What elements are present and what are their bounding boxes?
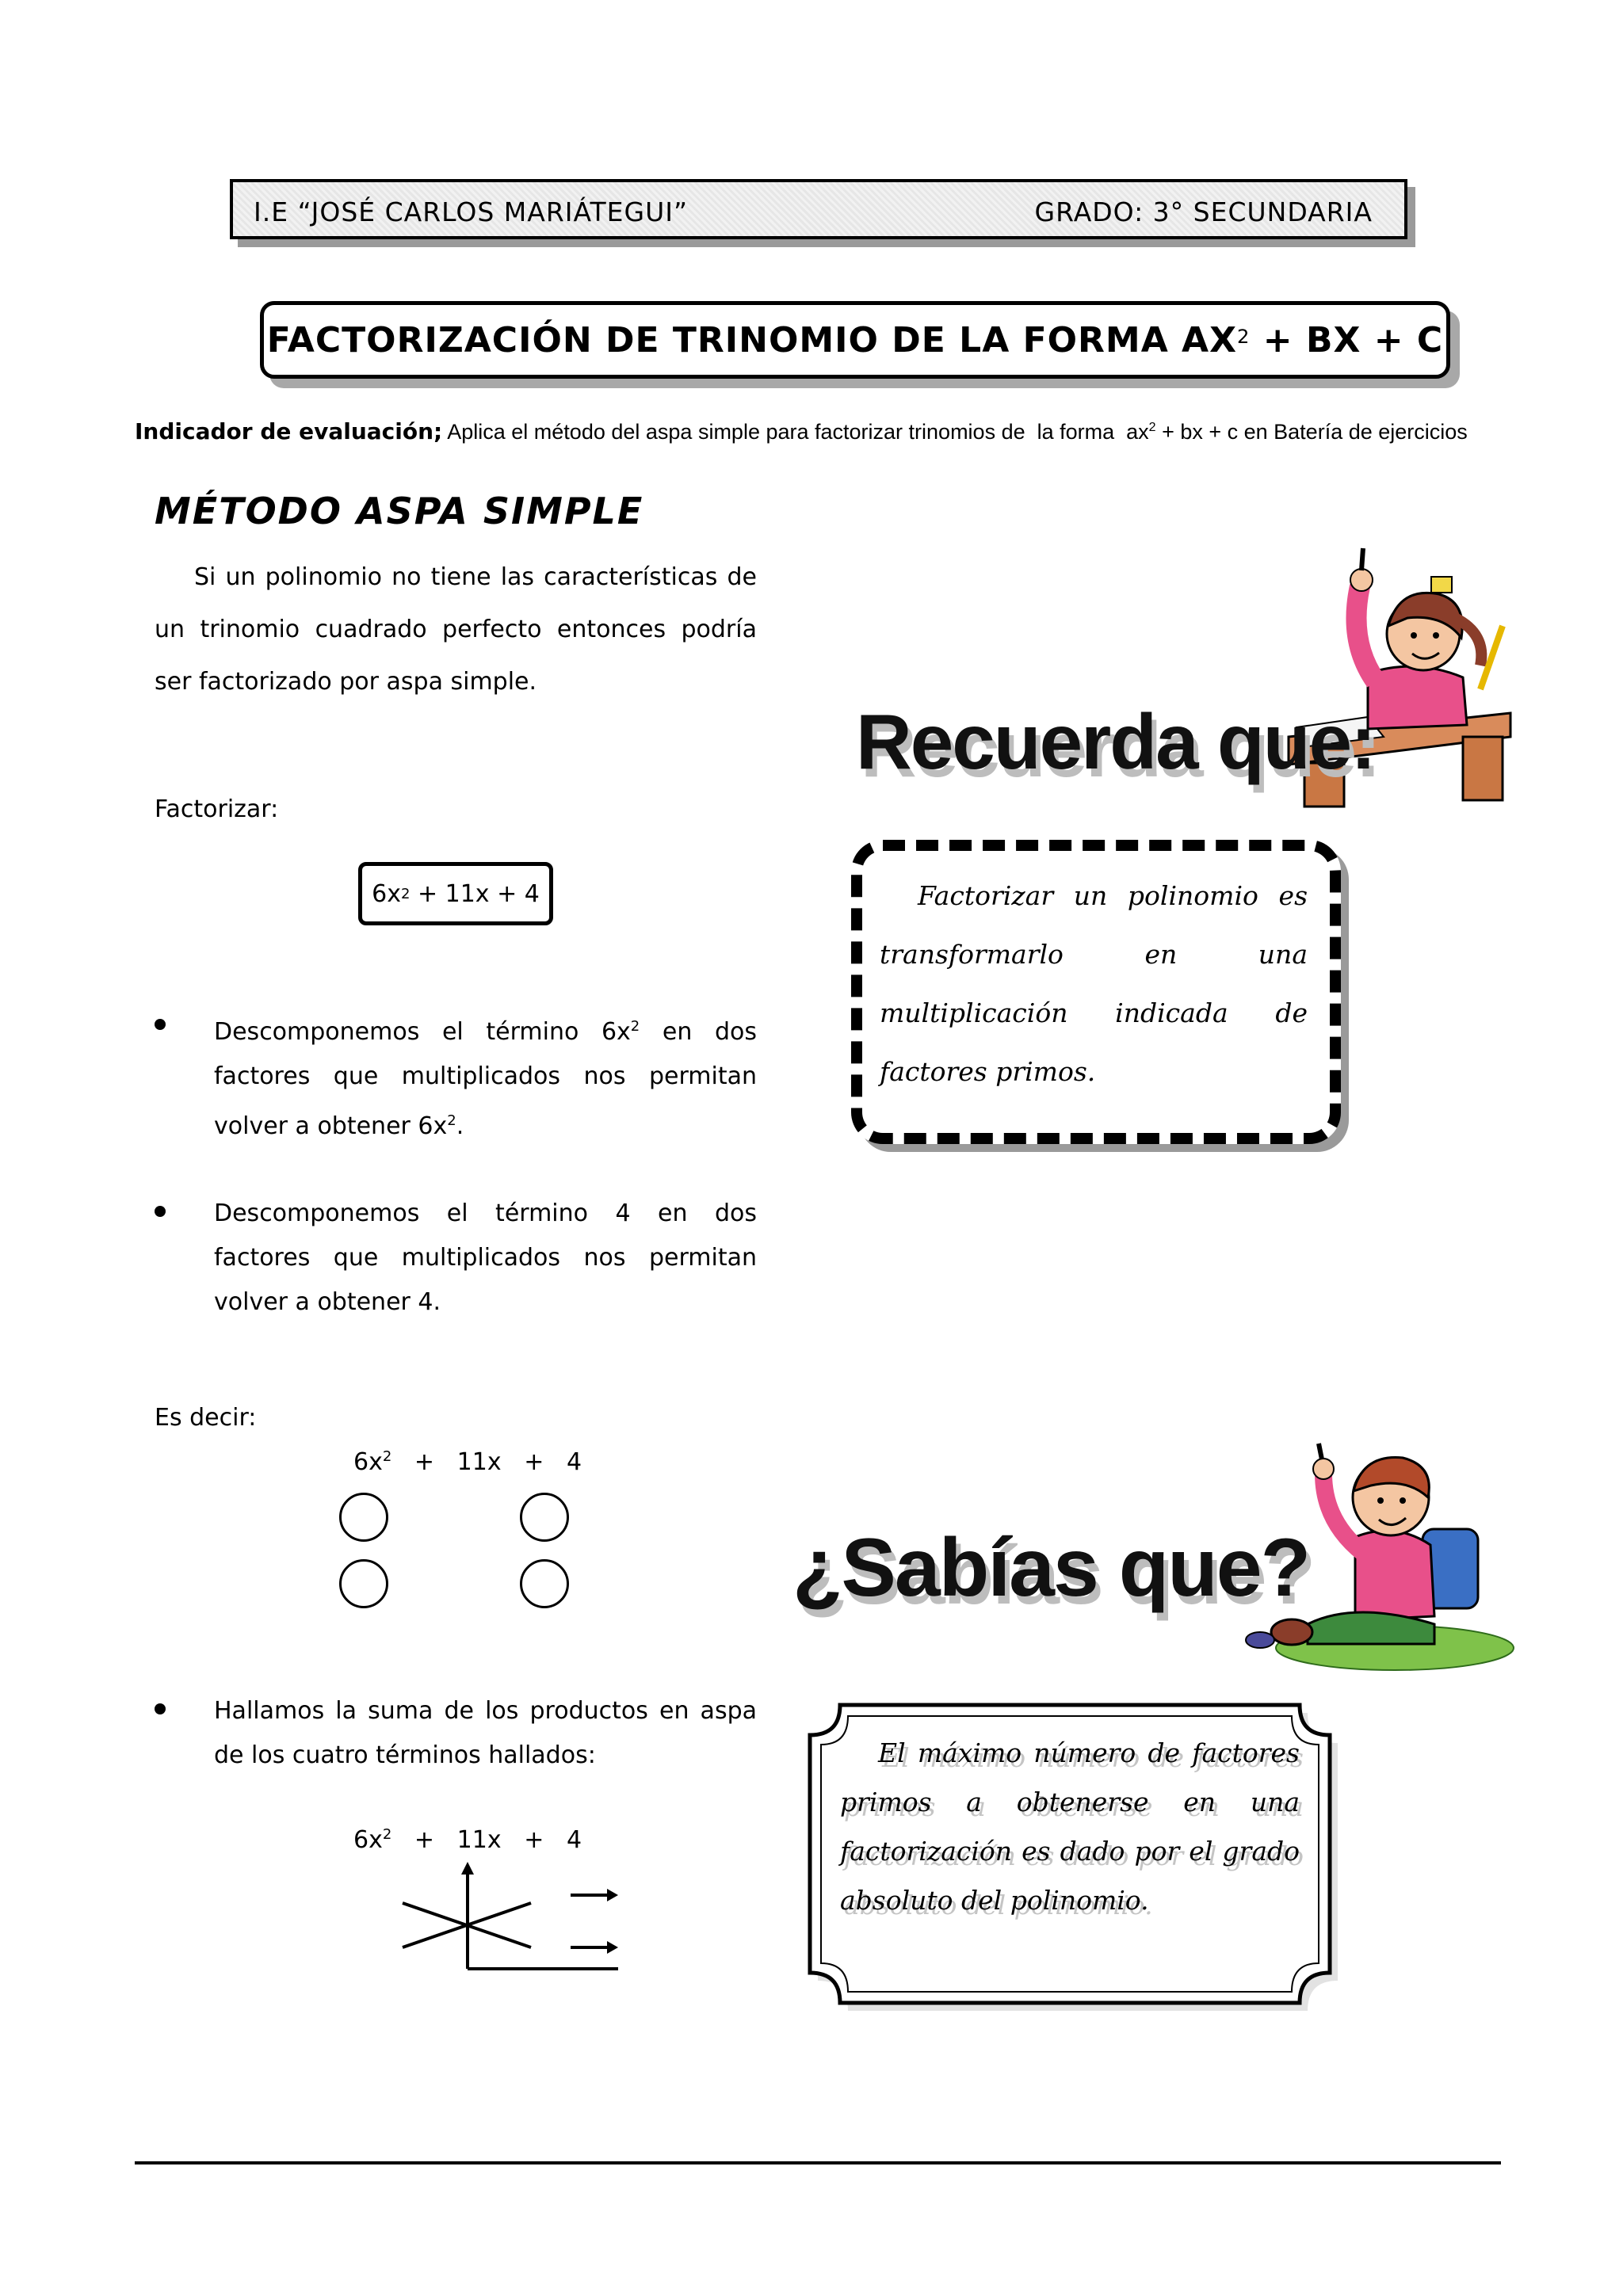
page-title	[260, 301, 1450, 379]
term-2: 11x	[456, 1826, 502, 1854]
term-exponent: 2	[382, 1826, 392, 1843]
factor-circle	[520, 1559, 569, 1608]
term-1: 6x	[353, 1826, 383, 1854]
operator: +	[414, 1826, 435, 1854]
term-2: 11x	[456, 1448, 502, 1476]
bullet-text: Descomponemos el término 6x	[214, 1018, 631, 1046]
grade-label: GRADO: 3° SECUNDARIA	[1034, 196, 1373, 227]
es-decir-label: Es decir:	[155, 1404, 257, 1432]
recuerda-title: Recuerda que:	[856, 698, 1375, 785]
bullet-exponent: 2	[630, 1018, 640, 1035]
title-prefix: FACTORIZACIÓN DE TRINOMIO DE LA FORMA AX	[266, 319, 1238, 360]
title-exponent: 2	[1237, 326, 1251, 348]
expr-rest: + 11x + 4	[410, 879, 540, 908]
bullet-text: Descomponemos el término 4 en dos factores que multiplicados nos permitan volver a obtener 4.	[214, 1199, 757, 1316]
header-bar	[230, 179, 1407, 239]
bullet-icon	[155, 1703, 166, 1714]
indicator-text-end: + bx + c en Batería de ejercicios	[1155, 420, 1468, 444]
operator: +	[414, 1448, 435, 1476]
list-item	[155, 1005, 765, 1149]
term-1: 6x	[353, 1448, 383, 1476]
bullet-exponent-2: 2	[447, 1112, 456, 1129]
sabias-text: El máximo número de factores primos a obtenerse en una factorización es dado por el grado absoluto del polinomio.	[840, 1737, 1300, 1916]
school-name: I.E “JOSÉ CARLOS MARIÁTEGUI”	[254, 196, 689, 227]
title-suffix: + BX + C	[1250, 319, 1444, 360]
factor-circle	[339, 1559, 388, 1608]
indicator-text: Aplica el método del aspa simple para factorizar trinomios de la forma ax	[442, 420, 1149, 444]
sabias-title: ¿Sabías que?	[792, 1522, 1310, 1614]
term-exponent: 2	[382, 1448, 392, 1465]
bullet-icon	[155, 1019, 166, 1030]
expr-exponent: 2	[400, 885, 411, 902]
bullet-text-mid: en dos factores que multiplicados nos permitan volver a obtener 6x	[214, 1018, 765, 1140]
expression-line	[353, 1448, 582, 1476]
bullet-text: Hallamos la suma de los productos en aspa de los cuatro términos hallados:	[214, 1697, 757, 1769]
bullet-text-end: .	[456, 1112, 464, 1140]
indicator-label: Indicador de evaluación;	[135, 418, 443, 444]
expression-line	[353, 1826, 582, 1854]
bottom-divider	[135, 2161, 1501, 2164]
indicator-exponent: 2	[1148, 421, 1156, 434]
list-item	[155, 1192, 757, 1325]
intro-paragraph: Si un polinomio no tiene las características de un trinomio cuadrado perfecto entonces podría ser factorizado por aspa simple.	[155, 563, 757, 696]
term-3: 4	[566, 1448, 582, 1476]
factor-circle	[520, 1493, 569, 1542]
list-item	[155, 1689, 757, 1778]
expr-term: 6x	[372, 879, 401, 908]
aspa-diagram	[388, 1862, 626, 1981]
operator: +	[524, 1826, 544, 1854]
term-3: 4	[566, 1826, 582, 1854]
factorizar-label: Factorizar:	[155, 795, 279, 823]
factor-circle	[339, 1493, 388, 1542]
expression-box	[358, 862, 553, 925]
method-title: MÉTODO ASPA SIMPLE	[155, 490, 644, 532]
evaluation-indicator	[135, 418, 1468, 444]
operator: +	[524, 1448, 544, 1476]
recuerda-text: Factorizar un polinomio es transformarlo en una multiplicación indicada de factores primos.	[880, 880, 1308, 1087]
bullet-icon	[155, 1206, 166, 1217]
